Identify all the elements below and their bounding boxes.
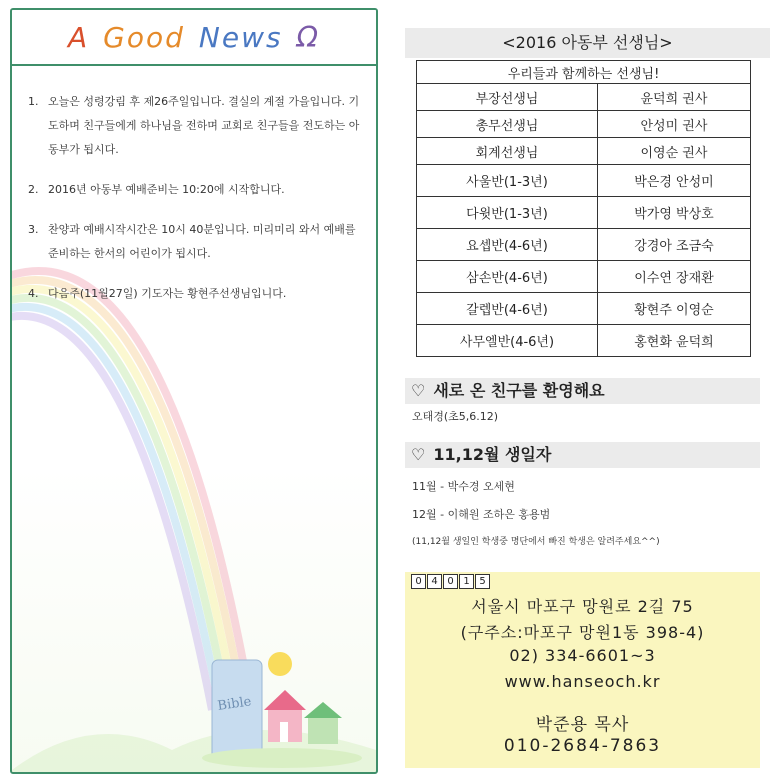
bible-book-illustration xyxy=(202,650,372,770)
welcome-heading-text: 새로 온 친구를 환영해요 xyxy=(433,381,605,400)
house-icon xyxy=(304,702,342,744)
staff-table xyxy=(416,60,751,357)
staff-role: 삼손반(4-6년) xyxy=(417,261,598,293)
house-icon xyxy=(264,690,306,742)
staff-title: <2016 아동부 선생님> xyxy=(405,28,770,58)
birthday-november: 11월 - 박수경 오세현 xyxy=(412,480,515,493)
news-text: 2016년 아동부 예배준비는 10:20에 시작합니다. xyxy=(48,183,285,196)
birthday-heading-text: 11,12월 생일자 xyxy=(433,445,552,464)
book-label: Bible xyxy=(216,694,253,714)
staff-role: 사무엘반(4-6년) xyxy=(417,325,598,357)
heart-icon: ♡ xyxy=(411,381,426,400)
table-row xyxy=(417,293,751,325)
zip-digit: 4 xyxy=(427,574,442,589)
news-list xyxy=(28,90,368,322)
news-number: 1. xyxy=(28,95,39,108)
good-news-title xyxy=(12,10,376,66)
address-box xyxy=(405,572,760,768)
staff-role: 갈렙반(4-6년) xyxy=(417,293,598,325)
zip-digit: 5 xyxy=(475,574,490,589)
staff-role: 회계선생님 xyxy=(417,138,598,165)
news-text: 오늘은 성령강림 후 제26주일입니다. 결실의 계절 가을입니다. 기도하며 친구들에게 하나님을 전하며 교회로 친구들을 전도하는 아동부가 됩시다. xyxy=(48,95,360,156)
birthday-december: 12월 - 이해원 조하은 홍용범 xyxy=(412,508,551,521)
staff-names: 이수연 장재환 xyxy=(597,261,750,293)
sun-icon xyxy=(268,652,292,676)
staff-names: 이영순 권사 xyxy=(597,138,750,165)
list-item xyxy=(28,218,368,266)
phone-number: 02) 334-6601~3 xyxy=(509,646,656,665)
staff-names: 홍현화 윤덕희 xyxy=(597,325,750,357)
list-item xyxy=(28,90,368,162)
zip-digit: 0 xyxy=(443,574,458,589)
table-row xyxy=(417,229,751,261)
website: www.hanseoch.kr xyxy=(504,672,661,691)
title-symbol: Ω xyxy=(296,20,320,54)
staff-names: 안성미 권사 xyxy=(597,111,750,138)
staff-names: 강경아 조금숙 xyxy=(597,229,750,261)
pastor-mobile: 010-2684-7863 xyxy=(503,736,662,756)
title-word-good: Good xyxy=(103,20,185,54)
staff-role: 요셉반(4-6년) xyxy=(417,229,598,261)
staff-names: 박은경 안성미 xyxy=(597,165,750,197)
table-row xyxy=(417,138,751,165)
zip-code xyxy=(411,574,490,589)
address-line: 서울시 마포구 망원로 2길 75 xyxy=(471,597,694,616)
pastor-name: 박준용 목사 xyxy=(535,715,630,735)
title-word-a: A xyxy=(68,20,90,54)
list-item xyxy=(28,178,368,202)
birthday-note: (11,12월 생일인 학생중 명단에서 빠진 학생은 알려주세요^^) xyxy=(412,537,660,547)
zip-digit: 0 xyxy=(411,574,426,589)
staff-names: 박가영 박상호 xyxy=(597,197,750,229)
staff-names: 윤덕희 권사 xyxy=(597,84,750,111)
staff-names: 황현주 이영순 xyxy=(597,293,750,325)
table-row xyxy=(417,111,751,138)
title-word-news: News xyxy=(198,20,283,54)
table-row xyxy=(417,325,751,357)
staff-role: 총무선생님 xyxy=(417,111,598,138)
table-row xyxy=(417,165,751,197)
heart-icon: ♡ xyxy=(411,445,426,464)
birthday-heading xyxy=(405,442,760,468)
table-row xyxy=(417,84,751,111)
zip-digit: 1 xyxy=(459,574,474,589)
news-text: 찬양과 예배시작시간은 10시 40분입니다. 미리미리 와서 예배를 준비하는 한서의 어린이가 됩시다. xyxy=(48,223,356,260)
welcome-names: 오태경(초5,6.12) xyxy=(412,410,499,423)
news-number: 2. xyxy=(28,183,39,196)
staff-role: 부장선생님 xyxy=(417,84,598,111)
good-news-panel xyxy=(10,8,378,774)
staff-role: 사울반(1-3년) xyxy=(417,165,598,197)
table-row xyxy=(417,197,751,229)
news-number: 4. xyxy=(28,287,39,300)
welcome-heading xyxy=(405,378,760,404)
list-item xyxy=(28,282,368,306)
old-address-line: (구주소:마포구 망원1동 398-4) xyxy=(460,623,705,642)
news-text: 다음주(11월27일) 기도자는 황현주선생님입니다. xyxy=(48,287,287,300)
staff-table-header: 우리들과 함께하는 선생님! xyxy=(417,61,751,84)
news-number: 3. xyxy=(28,223,39,236)
table-row xyxy=(417,261,751,293)
staff-role: 다윗반(1-3년) xyxy=(417,197,598,229)
